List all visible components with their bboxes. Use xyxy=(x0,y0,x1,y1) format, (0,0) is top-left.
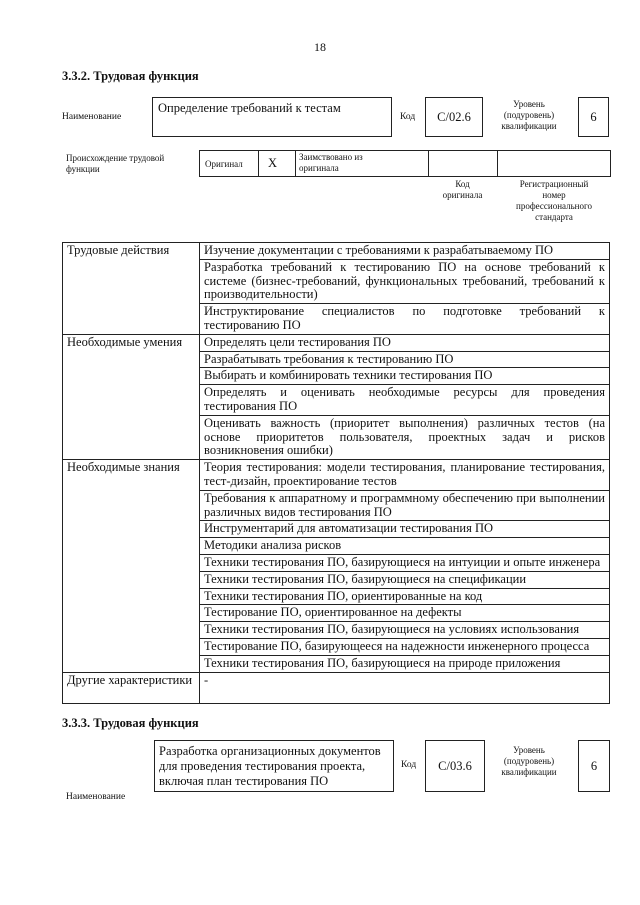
level-label-line: Уровень xyxy=(513,745,545,755)
level-value-332: 6 xyxy=(590,110,597,124)
knowledge-item: Техники тестирования ПО, базирующиеся на природе приложения xyxy=(200,655,610,672)
function-code-333: C/03.6 xyxy=(438,759,472,773)
other-value: - xyxy=(200,672,610,703)
level-label-line: квалификации xyxy=(501,121,557,131)
borrowed-label-line: оригинала xyxy=(299,163,339,173)
level-label-332 xyxy=(486,99,572,132)
level-value-333: 6 xyxy=(590,759,598,773)
function-code-332: C/02.6 xyxy=(437,110,471,124)
table-row xyxy=(63,243,610,260)
knowledge-item: Тестирование ПО, базирующееся на надежности инженерного процесса xyxy=(200,638,610,655)
caption-line: стандарта xyxy=(535,212,573,222)
borrowed-label-line: Заимствовано из xyxy=(299,152,363,162)
name-label-332: Наименование xyxy=(62,112,122,122)
knowledge-item: Теория тестирования: модели тестирования, планирование тестирования, тест-дизайн, проектирование тестов xyxy=(200,460,610,491)
registration-caption xyxy=(497,179,611,223)
caption-line: Регистрационный xyxy=(519,179,589,189)
skill-item: Оценивать важность (приоритет выполнения) различных тестов (на основе приоритетов пользователя, проектных задач и рисков возникновения ошибки) xyxy=(200,415,610,459)
section-heading-333: 3.3.3. Трудовая функция xyxy=(62,716,199,730)
original-label: Оригинал xyxy=(205,159,243,169)
function-name-line: Разработка организационных документов xyxy=(159,744,381,758)
level-label-333 xyxy=(486,745,572,778)
knowledge-item: Техники тестирования ПО, базирующиеся на интуиции и опыте инженера xyxy=(200,554,610,571)
section-heading-332: 3.3.2. Трудовая функция xyxy=(62,69,199,83)
divider xyxy=(497,150,498,177)
other-label: Другие характеристики xyxy=(63,672,200,703)
code-label-333: Код xyxy=(401,760,417,770)
level-label-line: (подуровень) xyxy=(503,110,555,120)
skill-item: Определять и оценивать необходимые ресурсы для проведения тестирования ПО xyxy=(200,385,610,416)
function-name-333 xyxy=(155,741,393,792)
knowledge-item: Техники тестирования ПО, базирующиеся на спецификации xyxy=(200,571,610,588)
function-details-table xyxy=(62,242,610,704)
name-label-333: Наименование xyxy=(66,792,126,802)
level-label-line: Уровень xyxy=(513,99,545,109)
code-box-332 xyxy=(425,97,483,137)
borrowed-label xyxy=(299,152,363,174)
level-box-333 xyxy=(578,740,610,792)
name-box-333 xyxy=(154,740,394,792)
knowledge-item: Инструментарий для автоматизации тестирования ПО xyxy=(200,521,610,538)
code-label-332: Код xyxy=(400,112,416,122)
origin-label xyxy=(66,153,201,175)
knowledge-item: Методики анализа рисков xyxy=(200,538,610,555)
knowledge-item: Требования к аппаратному и программному обеспечению при выполнении различных видов тестирования ПО xyxy=(200,490,610,521)
origin-box xyxy=(199,150,611,177)
divider xyxy=(258,150,259,177)
level-label-line: квалификации xyxy=(501,767,557,777)
function-name-332: Определение требований к тестам xyxy=(158,101,341,115)
labor-actions-label: Трудовые действия xyxy=(63,243,200,335)
divider xyxy=(428,150,429,177)
skill-item: Разрабатывать требования к тестированию ПО xyxy=(200,351,610,368)
knowledge-item: Техники тестирования ПО, ориентированные на код xyxy=(200,588,610,605)
original-mark: X xyxy=(268,156,278,170)
action-item: Изучение документации с требованиями к разрабатываемому ПО xyxy=(200,243,610,260)
caption-line: профессионального xyxy=(516,201,592,211)
level-label-line: (подуровень) xyxy=(503,756,555,766)
origin-label-line: функции xyxy=(66,164,100,174)
knowledge-label: Необходимые знания xyxy=(63,460,200,672)
table-row xyxy=(63,334,610,351)
skill-item: Определять цели тестирования ПО xyxy=(200,334,610,351)
caption-line: номер xyxy=(542,190,566,200)
name-box-332 xyxy=(152,97,392,137)
code-box-333 xyxy=(425,740,485,792)
skill-item: Выбирать и комбинировать техники тестирования ПО xyxy=(200,368,610,385)
function-name-line: включая план тестирования ПО xyxy=(159,774,329,788)
divider xyxy=(295,150,296,177)
knowledge-item: Техники тестирования ПО, базирующиеся на условиях использования xyxy=(200,622,610,639)
table-row xyxy=(63,672,610,703)
action-item: Инструктирование специалистов по подготовке требований к тестированию ПО xyxy=(200,304,610,335)
knowledge-item: Тестирование ПО, ориентированное на дефекты xyxy=(200,605,610,622)
origin-label-line: Происхождение трудовой xyxy=(66,153,165,163)
page-number: 18 xyxy=(314,40,326,54)
caption-line: Код xyxy=(455,179,470,189)
skills-label: Необходимые умения xyxy=(63,334,200,459)
code-original-caption xyxy=(428,179,497,201)
action-item: Разработка требований к тестированию ПО на основе требований к системе (бизнес-требований, функциональных требований, требований к производительности) xyxy=(200,259,610,303)
table-row xyxy=(63,460,610,491)
level-box-332 xyxy=(578,97,609,137)
function-name-line: для проведения тестирования проекта, xyxy=(159,759,366,773)
caption-line: оригинала xyxy=(442,190,483,200)
